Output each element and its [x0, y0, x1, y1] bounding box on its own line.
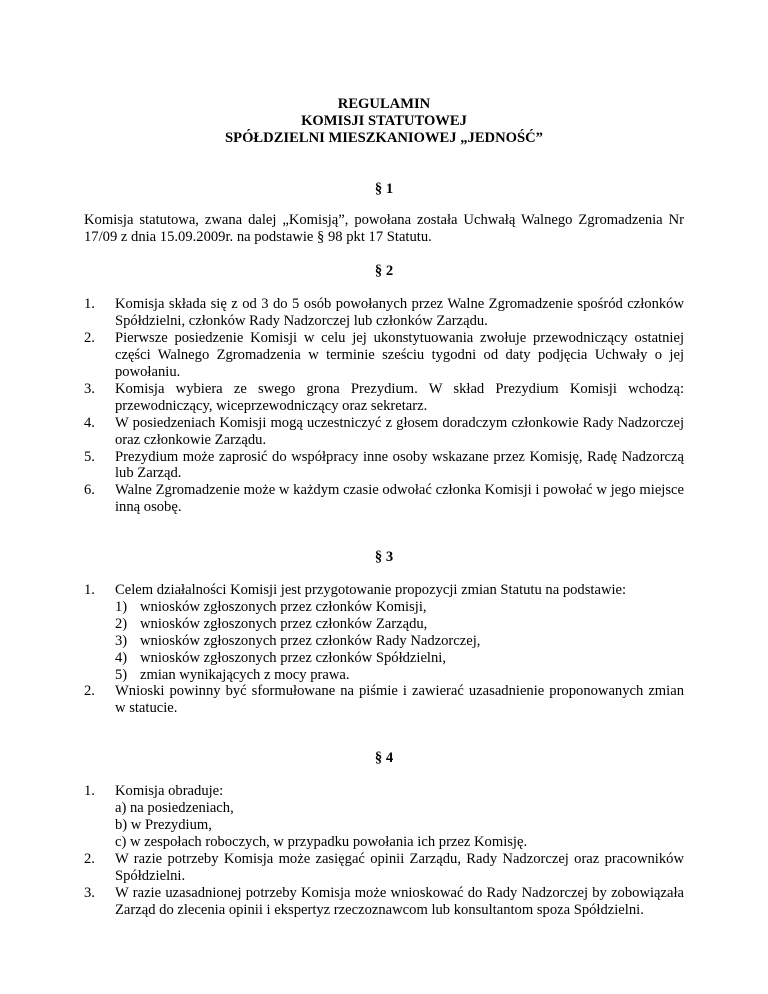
item-text: Pierwsze posiedzenie Komisji w celu jej ukonstytuowania zwołuje przewodniczący ostatniej części Walnego Zgromadzenia w terminie sześciu tygodni od daty podjęcia Uchwały o jej powołaniu.	[115, 330, 684, 380]
letter-item: b) w Prezydium,	[115, 817, 212, 833]
sub-item-text: wniosków zgłoszonych przez członków Zarządu,	[140, 615, 428, 632]
title-line-3: SPÓŁDZIELNI MIESZKANIOWEJ „JEDNOŚĆ”	[225, 129, 543, 146]
item-text: Wnioski powinny być sformułowane na piśmie i zawierać uzasadnienie proponowanych zmian w statucie.	[115, 683, 684, 717]
letter-item: c) w zespołach roboczych, w przypadku powołania ich przez Komisję.	[115, 833, 528, 850]
letter-item: a) na posiedzeniach,	[115, 800, 234, 817]
item-number: 3.	[84, 380, 95, 397]
sub-item-text: wniosków zgłoszonych przez członków Rady Nadzorczej,	[140, 632, 481, 649]
sub-item-text: wniosków zgłoszonych przez członków Komisji,	[140, 598, 427, 615]
list-item	[84, 683, 684, 717]
section-1-paragraph: Komisja statutowa, zwana dalej „Komisją”, powołana została Uchwałą Walnego Zgromadzenia Nr 17/09 z dnia 15.09.2009r. na podstawie § 98 pkt 17 Statutu.	[84, 211, 684, 245]
document-title	[84, 96, 684, 147]
sub-item-number: 1)	[115, 598, 128, 615]
document-body	[84, 96, 684, 918]
item-number: 1.	[84, 582, 95, 599]
item-number: 2.	[84, 850, 95, 867]
item-number: 2.	[84, 330, 95, 347]
sub-item-number: 2)	[115, 615, 128, 632]
item-text: Walne Zgromadzenie może w każdym czasie odwołać członka Komisji i powołać w jego miejsce inną osobę.	[115, 482, 684, 516]
sub-item-text: wniosków zgłoszonych przez członków Spółdzielni,	[140, 649, 446, 666]
item-number: 2.	[84, 683, 95, 700]
item-text: Prezydium może zaprosić do współpracy inne osoby wskazane przez Komisję, Radę Nadzorczą lub Zarząd.	[115, 448, 684, 482]
list-item	[84, 449, 684, 483]
section-2-heading: § 2	[374, 263, 394, 280]
item-number: 1.	[84, 296, 95, 313]
sub-list-item	[115, 599, 684, 616]
list-item	[84, 885, 684, 919]
section-4-list	[84, 783, 684, 918]
section-4-heading: § 4	[374, 750, 394, 767]
item-number: 1.	[84, 783, 95, 800]
sub-list-item	[115, 667, 684, 684]
sub-item-number: 4)	[115, 649, 128, 666]
item-text: W posiedzeniach Komisji mogą uczestniczyć z głosem doradczym członkowie Rady Nadzorczej oraz członkowie Zarządu.	[115, 414, 684, 448]
sub-item-number: 5)	[115, 666, 128, 683]
item-number: 3.	[84, 884, 95, 901]
item-number: 4.	[84, 414, 95, 431]
item-text: W razie potrzeby Komisja może zasięgać opinii Zarządu, Rady Nadzorczej oraz pracowników Spółdzielni.	[115, 850, 684, 884]
item-text: Komisja składa się z od 3 do 5 osób powołanych przez Walne Zgromadzenie spośród członków Spółdzielni, członków Rady Nadzorczej lub członków Zarządu.	[115, 296, 684, 330]
list-item	[84, 482, 684, 516]
item-text: Komisja obraduje:	[115, 783, 224, 800]
sub-list	[115, 599, 684, 684]
sub-item-number: 3)	[115, 632, 128, 649]
list-item	[84, 296, 684, 330]
item-text: Celem działalności Komisji jest przygotowanie propozycji zmian Statutu na podstawie:	[115, 582, 627, 599]
sub-item-text: zmian wynikających z mocy prawa.	[140, 666, 350, 683]
list-item	[84, 415, 684, 449]
title-line-1: REGULAMIN	[337, 96, 431, 112]
sub-list-item	[115, 633, 684, 650]
section-1-heading: § 1	[374, 180, 394, 197]
item-text: Komisja wybiera ze swego grona Prezydium. W skład Prezydium Komisji wchodzą: przewodniczący, wiceprzewodniczący oraz sekretarz.	[115, 380, 684, 414]
section-3-heading: § 3	[374, 549, 394, 566]
list-item	[84, 783, 684, 851]
section-3-list	[84, 582, 684, 717]
item-number: 6.	[84, 482, 95, 499]
sub-list-item	[115, 616, 684, 633]
list-item	[84, 381, 684, 415]
section-2-list	[84, 296, 684, 516]
item-number: 5.	[84, 448, 95, 465]
sub-list-item	[115, 650, 684, 667]
list-item	[84, 330, 684, 381]
letter-list	[115, 800, 684, 851]
list-item	[84, 582, 684, 683]
title-line-2: KOMISJI STATUTOWEJ	[301, 112, 467, 129]
item-text: W razie uzasadnionej potrzeby Komisja może wnioskować do Rady Nadzorczej by zobowiązała Zarząd do zlecenia opinii i ekspertyz rzeczoznawcom lub konsultantom spoza Spółdzielni.	[115, 884, 684, 918]
list-item	[84, 851, 684, 885]
